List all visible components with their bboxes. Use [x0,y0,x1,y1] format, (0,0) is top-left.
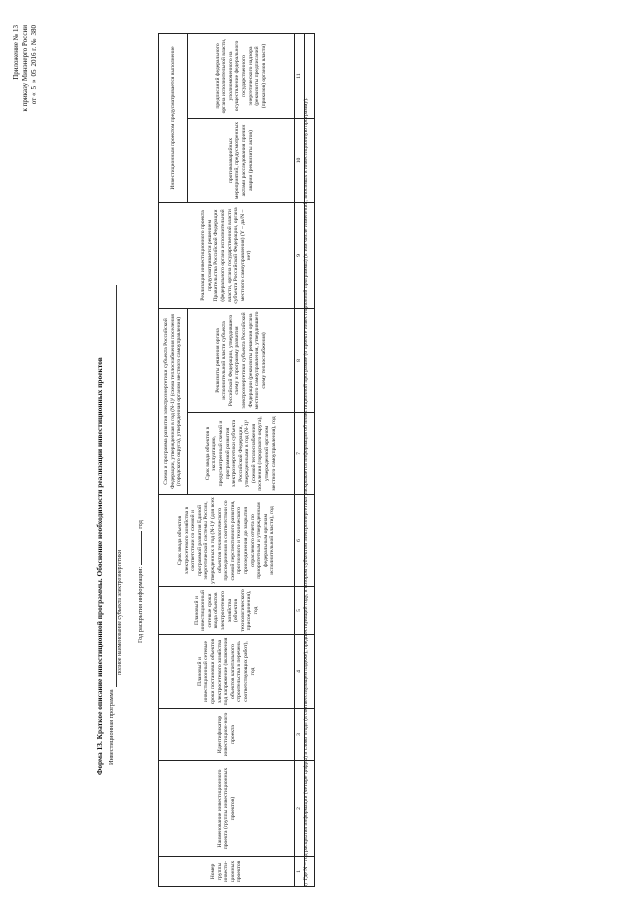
column-number: 4 [295,635,305,709]
column-number: 5 [295,587,305,635]
program-label: Инвестиционная программа [108,689,115,765]
header-measures-group: Инвестиционным проектом предусматривается выполнение [159,33,188,202]
year-blank [134,531,142,565]
header-commissioning-dates: Плановый и инвестиционный сетевые сроки ввода объектов электросетевого хозяйства (объектов технологического присоединения), год [159,587,295,635]
appendix-date [30,25,39,225]
appendix-block [12,25,39,225]
header-regional-scheme-group: Схема и программа развития электроэнергетики субъекта Российской Федерации, утвержденная в год (N-1)¹ (схема теплоснабжения поселения (городского округа), утвержденная органом местного самоуправления) [159,309,188,495]
header-group-number: Номер группы инвести-ционных проектов [159,857,295,887]
date-month: 05 [30,69,38,77]
column-number: 9 [295,203,305,309]
column-number: 7 [295,413,305,495]
column-number: 6 [295,495,305,587]
header-regional-commissioning: Срок ввода объектов в эксплуатацию, предусмотренный схемой и программой развития электроэнергетики субъекта Российской Федерации, утвержденными в год (N-1)¹ (схемой теплоснабжения поселения (городского округа), утвержденной органом местного самоуправления), год [188,413,295,495]
disclosure-year-line [134,520,144,643]
header-voltage-dates: Плановый и инвестиционный сетевые сроки постановки объектов электросетевого хозяйства под напряжение (включения объектов капитального строительства в перечень соответствующих работ), год [159,635,295,709]
column-number: 3 [295,709,305,761]
date-part: от « [30,92,38,105]
date-part: » [30,79,38,84]
date-day: 5 [30,86,38,90]
year-suffix: год [137,520,144,529]
appendix-number: Приложение № 13 [12,25,20,80]
header-ues-scheme-date: Срок ввода объектов электросетевого хозяйства в соответствии со схемой и программой развития Единой энергетической системы России, утвержденных в год (N-1)¹ (для всех объектов технологического присоединения в соответствии со схемой перспективного развития, прогнозного и технического присоединения до закрытия отраслевого отчета по приоритетным и утвержденным федеральным органам исполнительной власти), год [159,495,295,587]
column-number: 11 [295,33,305,118]
column-number: 8 [295,309,305,413]
footnote-mark: 1) [303,883,308,887]
header-regional-decision: Реквизиты решения органа исполнительной власти субъекта Российской Федерации, утвердившего схему и программу развития электроэнергетики субъекта Российской Федерации (реквизиты решения органа местного самоуправления, утвердившего схему теплоснабжения) [188,309,295,413]
header-row-1 [159,33,188,886]
column-number: 2 [295,761,305,857]
header-project-id: Идентификатор инвестицион-ного проекта [159,709,295,761]
form-title: Форма 13. Краткое описание инвестиционной программы. Обоснение необходимости реализации инвестиционных проектов [95,357,104,775]
column-number: 1 [295,857,305,887]
header-project-name: Наименование инвестиционного проекта (группы инвестиционных проектов) [159,761,295,857]
year-prefix: Год раскрытия информации: [137,566,144,643]
header-emergency-measures: противоаварийных мероприятий, предусмотренных актами расследования причин аварии (реквизиты актов) [188,119,295,203]
appendix-order: к приказу Минэнерго России [21,25,29,112]
column-number: 10 [295,119,305,203]
date-part: 2016 г. № [30,38,38,67]
investment-projects-table [158,33,315,887]
order-number: 380 [30,25,38,36]
footnote-text: Где N – год раскрытия информации (четыре цифры) и слово «год» (в соответствующем падеже), предшествующий году, в котором субъектом электроэнергетики раскрывается информация об инвестиционной программе (о проекте инвестиционной программы) (в том числе изменений, вносимых в инвестиционную программу). [303,97,309,881]
footnote [302,27,310,887]
program-line [108,285,123,765]
header-supervision-orders: предписаний федерального органа исполнительной власти, уполномоченного на осуществление федерального государственного энергетического надзора (реквизиты предписаний (приказов) органов власти) [188,33,295,118]
header-government-decision: Реализация инвестиционного проекта предусматривается решением Правительства Российской Федерации (федерального органа исполнительной власти, органа государственной власти субъекта Российской Федерации, органа местного самоуправления) (Y – да/N – нет) [159,203,295,309]
subject-caption: полное наименование субъекта электроэнергетики [117,549,123,675]
